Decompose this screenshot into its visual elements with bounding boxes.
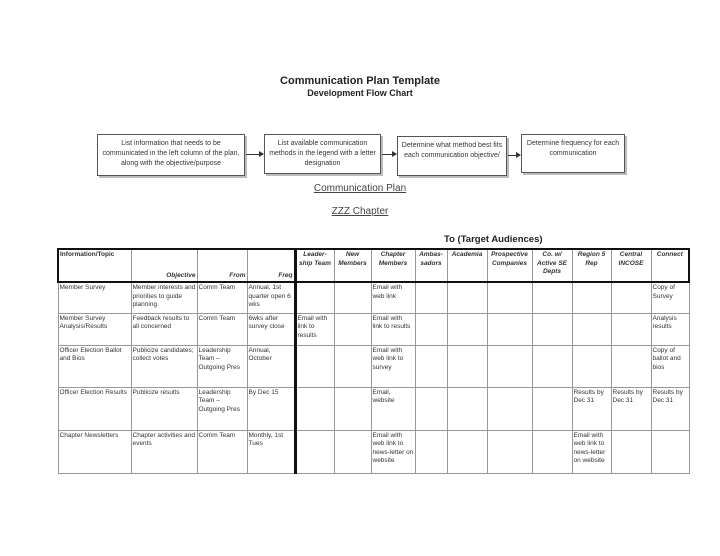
col-header-new-members: New Members [334, 249, 371, 282]
cell [532, 430, 572, 473]
table-header-row [58, 249, 689, 282]
col-header-leadership-team: Leader-ship Team [295, 249, 334, 282]
cell: Publicize results [131, 387, 197, 430]
arrow-icon [246, 154, 263, 155]
cell [447, 430, 487, 473]
cell [295, 430, 334, 473]
document-subtitle: Development Flow Chart [307, 88, 413, 98]
cell [415, 282, 447, 313]
cell [611, 345, 651, 387]
cell: Results by Dec 31 [651, 387, 689, 430]
chapter-name: ZZZ Chapter [331, 206, 389, 217]
col-header-topic: Information/Topic [58, 249, 131, 282]
plan-title: Communication Plan [313, 183, 407, 194]
cell: Officer Election Results [58, 387, 131, 430]
cell: Member Survey Analysis/Results [58, 313, 131, 345]
col-header-central-incose: Central INCOSE [611, 249, 651, 282]
table-row [58, 345, 689, 387]
cell: Copy of Survey [651, 282, 689, 313]
col-header-ambassadors: Ambas-sadors [415, 249, 447, 282]
cell [611, 313, 651, 345]
cell: Comm Team [197, 282, 247, 313]
cell [611, 282, 651, 313]
cell: Comm Team [197, 430, 247, 473]
cell [334, 387, 371, 430]
cell: Analysis results [651, 313, 689, 345]
col-header-connect: Connect [651, 249, 689, 282]
flow-step-1: List information that needs to be communicated in the left column of the plan, along with the objective/purpose [97, 134, 245, 176]
cell [572, 313, 611, 345]
flow-step-4: Determine frequency for each communication [521, 134, 625, 173]
cell: Email with web link to news-letter on website [572, 430, 611, 473]
cell [572, 345, 611, 387]
cell [487, 430, 532, 473]
col-header-freq: Freq [247, 249, 295, 282]
col-header-academia: Academia [447, 249, 487, 282]
cell: Chapter activities and events [131, 430, 197, 473]
table-row [58, 282, 689, 313]
cell [572, 282, 611, 313]
flow-step-2: List available communication methods in the legend with a letter designation [264, 134, 381, 174]
cell: Leadership Team – Outgoing Pres [197, 345, 247, 387]
cell [415, 430, 447, 473]
cell [611, 430, 651, 473]
col-header-prospective-companies: Prospective Companies [487, 249, 532, 282]
cell: Results by Dec 31 [611, 387, 651, 430]
cell: Member Survey [58, 282, 131, 313]
cell: Annual, 1st quarter open 6 wks [247, 282, 295, 313]
flow-step-3: Determine what method best fits each communication objective/ [397, 136, 507, 176]
cell: Monthly, 1st Tues [247, 430, 295, 473]
table-row [58, 313, 689, 345]
cell: Copy of ballot and bios [651, 345, 689, 387]
cell: Email with link to results [295, 313, 334, 345]
arrow-icon [382, 154, 396, 155]
cell: Member interests and priorities to guide planning [131, 282, 197, 313]
col-header-region5-rep: Region 5 Rep [572, 249, 611, 282]
cell: Email with web link to news-letter on website [371, 430, 415, 473]
cell [447, 345, 487, 387]
table-row [58, 430, 689, 473]
cell [532, 345, 572, 387]
col-header-co-active-se: Co. w/ Active SE Depts [532, 249, 572, 282]
cell: Email, website [371, 387, 415, 430]
target-audiences-label: To (Target Audiences) [444, 234, 543, 245]
table-row [58, 387, 689, 430]
col-header-objective: Objective [131, 249, 197, 282]
col-header-from: From [197, 249, 247, 282]
cell [532, 387, 572, 430]
cell [415, 313, 447, 345]
cell [487, 313, 532, 345]
cell [334, 313, 371, 345]
cell [447, 313, 487, 345]
cell: Email with link to results [371, 313, 415, 345]
cell [487, 282, 532, 313]
cell [532, 313, 572, 345]
cell [447, 282, 487, 313]
cell [651, 430, 689, 473]
arrow-icon [508, 155, 520, 156]
cell [295, 345, 334, 387]
cell: Email with web link [371, 282, 415, 313]
cell: By Dec 15 [247, 387, 295, 430]
cell: Officer Election Ballot and Bios [58, 345, 131, 387]
cell [532, 282, 572, 313]
cell: Email with web link to survey [371, 345, 415, 387]
cell [295, 387, 334, 430]
cell [334, 282, 371, 313]
cell [334, 345, 371, 387]
cell [487, 387, 532, 430]
cell: Leadership Team – Outgoing Pres [197, 387, 247, 430]
cell: Annual, October [247, 345, 295, 387]
cell: Feedback results to all concerned [131, 313, 197, 345]
cell: 6wks after survey close [247, 313, 295, 345]
cell [295, 282, 334, 313]
cell [334, 430, 371, 473]
cell: Results by Dec 31 [572, 387, 611, 430]
document-title: Communication Plan Template [280, 75, 440, 87]
communication-plan-table [57, 248, 690, 474]
cell: Publicize candidates; collect votes [131, 345, 197, 387]
col-header-chapter-members: Chapter Members [371, 249, 415, 282]
cell: Comm Team [197, 313, 247, 345]
cell [415, 387, 447, 430]
cell [415, 345, 447, 387]
cell: Chapter Newsletters [58, 430, 131, 473]
cell [487, 345, 532, 387]
cell [447, 387, 487, 430]
